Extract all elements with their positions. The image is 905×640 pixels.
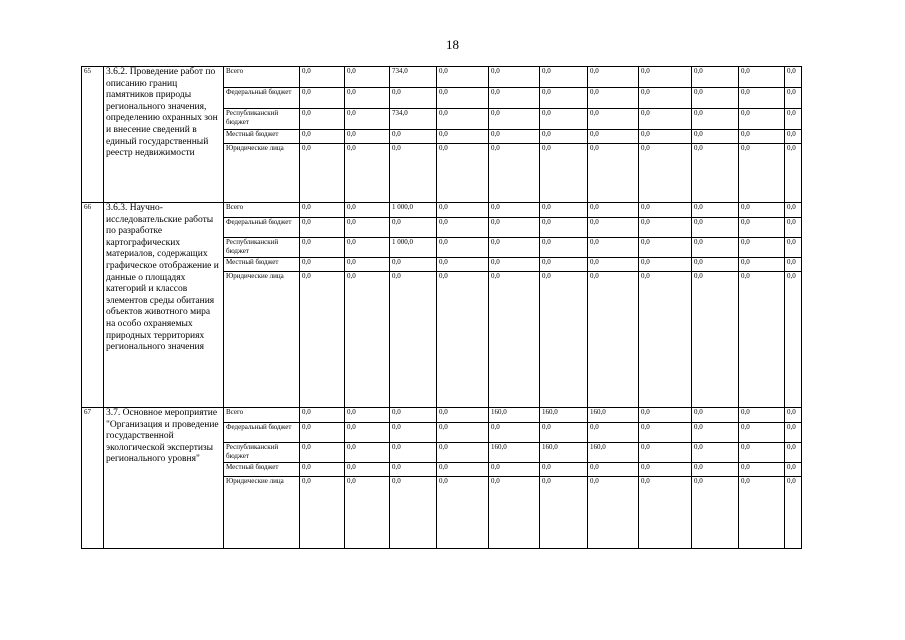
amount-cell: 0,0 (345, 218, 390, 238)
amount-cell: 0,0 (692, 408, 739, 423)
amount-cell: 0,0 (739, 258, 785, 272)
activity-name: 3.6.2. Проведение работ по описанию границ памятников природы регионального значения, определению охранных зон и внесение сведений в единый государственный реестр недвижимости (104, 67, 224, 203)
amount-cell: 0,0 (390, 443, 437, 463)
amount-cell: 0,0 (692, 258, 739, 272)
amount-cell: 0,0 (540, 144, 588, 203)
amount-cell: 0,0 (588, 218, 639, 238)
amount-cell: 0,0 (739, 408, 785, 423)
amount-cell: 0,0 (540, 423, 588, 443)
amount-cell: 0,0 (588, 258, 639, 272)
row-number: 65 (82, 67, 104, 203)
amount-cell: 0,0 (390, 463, 437, 477)
amount-cell: 0,0 (345, 477, 390, 549)
table-row (82, 67, 802, 88)
amount-cell: 0,0 (437, 130, 489, 144)
amount-cell: 0,0 (785, 88, 802, 109)
amount-cell: 0,0 (639, 477, 692, 549)
amount-cell: 0,0 (692, 238, 739, 258)
amount-cell: 0,0 (345, 258, 390, 272)
amount-cell: 0,0 (785, 203, 802, 218)
amount-cell: 0,0 (437, 408, 489, 423)
amount-cell: 0,0 (489, 218, 540, 238)
funding-source: Местный бюджет (224, 258, 300, 272)
amount-cell: 0,0 (588, 88, 639, 109)
amount-cell: 0,0 (390, 423, 437, 443)
funding-source: Федеральный бюджет (224, 218, 300, 238)
amount-cell: 0,0 (785, 272, 802, 408)
amount-cell: 0,0 (639, 130, 692, 144)
amount-cell: 0,0 (390, 130, 437, 144)
amount-cell: 0,0 (437, 88, 489, 109)
amount-cell: 0,0 (540, 218, 588, 238)
amount-cell: 0,0 (300, 144, 345, 203)
amount-cell: 0,0 (345, 88, 390, 109)
amount-cell: 0,0 (588, 109, 639, 130)
amount-cell: 0,0 (300, 463, 345, 477)
amount-cell: 0,0 (588, 238, 639, 258)
amount-cell: 0,0 (300, 272, 345, 408)
amount-cell: 0,0 (692, 272, 739, 408)
amount-cell: 0,0 (692, 203, 739, 218)
amount-cell: 0,0 (437, 423, 489, 443)
amount-cell: 0,0 (300, 109, 345, 130)
amount-cell: 0,0 (489, 130, 540, 144)
amount-cell: 0,0 (785, 67, 802, 88)
amount-cell: 0,0 (489, 272, 540, 408)
amount-cell: 0,0 (300, 423, 345, 443)
amount-cell: 0,0 (489, 423, 540, 443)
amount-cell: 0,0 (345, 203, 390, 218)
funding-source: Республиканский бюджет (224, 109, 300, 130)
budget-table (81, 66, 802, 549)
amount-cell: 0,0 (639, 408, 692, 423)
amount-cell: 0,0 (785, 443, 802, 463)
amount-cell: 0,0 (785, 218, 802, 238)
amount-cell: 0,0 (588, 67, 639, 88)
amount-cell: 0,0 (692, 218, 739, 238)
amount-cell: 0,0 (300, 130, 345, 144)
amount-cell: 0,0 (437, 463, 489, 477)
amount-cell: 160,0 (489, 443, 540, 463)
amount-cell: 0,0 (739, 463, 785, 477)
amount-cell: 0,0 (692, 109, 739, 130)
amount-cell: 0,0 (739, 272, 785, 408)
amount-cell: 0,0 (390, 258, 437, 272)
row-number: 67 (82, 408, 104, 549)
amount-cell: 160,0 (588, 408, 639, 423)
amount-cell: 0,0 (489, 258, 540, 272)
amount-cell: 0,0 (345, 423, 390, 443)
amount-cell: 0,0 (345, 443, 390, 463)
amount-cell: 0,0 (300, 203, 345, 218)
amount-cell: 0,0 (785, 130, 802, 144)
amount-cell: 0,0 (437, 218, 489, 238)
amount-cell: 0,0 (692, 67, 739, 88)
amount-cell: 0,0 (739, 423, 785, 443)
funding-source: Всего (224, 67, 300, 88)
amount-cell: 0,0 (489, 238, 540, 258)
amount-cell: 0,0 (300, 88, 345, 109)
amount-cell: 0,0 (588, 477, 639, 549)
funding-source: Республиканский бюджет (224, 443, 300, 463)
amount-cell: 0,0 (489, 109, 540, 130)
amount-cell: 0,0 (785, 109, 802, 130)
amount-cell: 0,0 (437, 67, 489, 88)
amount-cell: 0,0 (739, 443, 785, 463)
amount-cell: 0,0 (540, 109, 588, 130)
amount-cell: 0,0 (345, 130, 390, 144)
amount-cell: 0,0 (489, 67, 540, 88)
amount-cell: 0,0 (692, 88, 739, 109)
amount-cell: 0,0 (692, 443, 739, 463)
amount-cell: 0,0 (692, 423, 739, 443)
funding-source: Федеральный бюджет (224, 88, 300, 109)
amount-cell: 0,0 (739, 130, 785, 144)
amount-cell: 0,0 (437, 477, 489, 549)
amount-cell: 0,0 (540, 477, 588, 549)
amount-cell: 0,0 (785, 238, 802, 258)
amount-cell: 0,0 (588, 130, 639, 144)
amount-cell: 0,0 (639, 109, 692, 130)
amount-cell: 0,0 (692, 477, 739, 549)
amount-cell: 0,0 (437, 238, 489, 258)
amount-cell: 0,0 (437, 203, 489, 218)
amount-cell: 0,0 (739, 218, 785, 238)
amount-cell: 0,0 (300, 477, 345, 549)
amount-cell: 734,0 (390, 67, 437, 88)
activity-name: 3.6.3. Научно-исследовательские работы по разработке картографических материалов, содержащих графическое отображение и данные о площадях категорий и классов элементов среды обитания объектов животного мира на особо охраняемых природных территориях регионального значения (104, 203, 224, 408)
amount-cell: 160,0 (489, 408, 540, 423)
amount-cell: 0,0 (390, 88, 437, 109)
amount-cell: 0,0 (540, 67, 588, 88)
amount-cell: 0,0 (639, 258, 692, 272)
amount-cell: 0,0 (390, 408, 437, 423)
amount-cell: 0,0 (588, 144, 639, 203)
amount-cell: 0,0 (540, 203, 588, 218)
amount-cell: 0,0 (390, 144, 437, 203)
amount-cell: 0,0 (639, 423, 692, 443)
amount-cell: 0,0 (345, 67, 390, 88)
amount-cell: 0,0 (639, 203, 692, 218)
amount-cell: 0,0 (300, 67, 345, 88)
amount-cell: 0,0 (639, 67, 692, 88)
amount-cell: 0,0 (785, 258, 802, 272)
amount-cell: 0,0 (489, 463, 540, 477)
amount-cell: 0,0 (300, 218, 345, 238)
amount-cell: 0,0 (785, 477, 802, 549)
amount-cell: 0,0 (639, 463, 692, 477)
amount-cell: 0,0 (390, 218, 437, 238)
row-number: 66 (82, 203, 104, 408)
amount-cell: 0,0 (437, 258, 489, 272)
amount-cell: 0,0 (390, 272, 437, 408)
table-row (82, 203, 802, 218)
funding-source: Юридические лица (224, 477, 300, 549)
funding-source: Юридические лица (224, 272, 300, 408)
amount-cell: 0,0 (345, 238, 390, 258)
amount-cell: 734,0 (390, 109, 437, 130)
funding-source: Республиканский бюджет (224, 238, 300, 258)
funding-source: Юридические лица (224, 144, 300, 203)
amount-cell: 0,0 (540, 258, 588, 272)
funding-source: Всего (224, 203, 300, 218)
amount-cell: 0,0 (785, 423, 802, 443)
amount-cell: 0,0 (739, 203, 785, 218)
funding-source: Всего (224, 408, 300, 423)
amount-cell: 0,0 (739, 477, 785, 549)
amount-cell: 0,0 (489, 203, 540, 218)
page-number: 18 (446, 37, 459, 52)
amount-cell: 0,0 (639, 238, 692, 258)
amount-cell: 0,0 (540, 272, 588, 408)
amount-cell: 0,0 (639, 272, 692, 408)
amount-cell: 0,0 (588, 272, 639, 408)
amount-cell: 0,0 (739, 144, 785, 203)
amount-cell: 0,0 (489, 477, 540, 549)
amount-cell: 0,0 (437, 272, 489, 408)
amount-cell: 0,0 (437, 109, 489, 130)
table-row (82, 408, 802, 423)
amount-cell: 0,0 (345, 144, 390, 203)
amount-cell: 0,0 (437, 144, 489, 203)
amount-cell: 0,0 (692, 144, 739, 203)
amount-cell: 0,0 (639, 443, 692, 463)
amount-cell: 0,0 (639, 218, 692, 238)
funding-source: Федеральный бюджет (224, 423, 300, 443)
amount-cell: 0,0 (692, 130, 739, 144)
amount-cell: 160,0 (540, 443, 588, 463)
amount-cell: 0,0 (739, 67, 785, 88)
amount-cell: 0,0 (785, 408, 802, 423)
amount-cell: 160,0 (588, 443, 639, 463)
amount-cell: 0,0 (345, 408, 390, 423)
amount-cell: 0,0 (437, 443, 489, 463)
amount-cell: 0,0 (739, 109, 785, 130)
amount-cell: 0,0 (540, 238, 588, 258)
amount-cell: 0,0 (639, 88, 692, 109)
amount-cell: 0,0 (300, 408, 345, 423)
amount-cell: 0,0 (540, 463, 588, 477)
amount-cell: 0,0 (489, 88, 540, 109)
amount-cell: 1 000,0 (390, 203, 437, 218)
amount-cell: 0,0 (345, 463, 390, 477)
amount-cell: 0,0 (390, 477, 437, 549)
amount-cell: 0,0 (540, 88, 588, 109)
amount-cell: 160,0 (540, 408, 588, 423)
amount-cell: 0,0 (639, 144, 692, 203)
amount-cell: 0,0 (785, 463, 802, 477)
amount-cell: 1 000,0 (390, 238, 437, 258)
amount-cell: 0,0 (588, 203, 639, 218)
amount-cell: 0,0 (345, 272, 390, 408)
amount-cell: 0,0 (692, 463, 739, 477)
funding-source: Местный бюджет (224, 463, 300, 477)
amount-cell: 0,0 (345, 109, 390, 130)
amount-cell: 0,0 (785, 144, 802, 203)
amount-cell: 0,0 (300, 258, 345, 272)
amount-cell: 0,0 (300, 443, 345, 463)
amount-cell: 0,0 (739, 238, 785, 258)
amount-cell: 0,0 (300, 238, 345, 258)
funding-source: Местный бюджет (224, 130, 300, 144)
table-body (82, 67, 802, 549)
amount-cell: 0,0 (739, 88, 785, 109)
amount-cell: 0,0 (540, 130, 588, 144)
amount-cell: 0,0 (588, 463, 639, 477)
activity-name: 3.7. Основное мероприятие "Организация и проведение государственной экологической экспертизы регионального уровня" (104, 408, 224, 549)
amount-cell: 0,0 (489, 144, 540, 203)
amount-cell: 0,0 (588, 423, 639, 443)
